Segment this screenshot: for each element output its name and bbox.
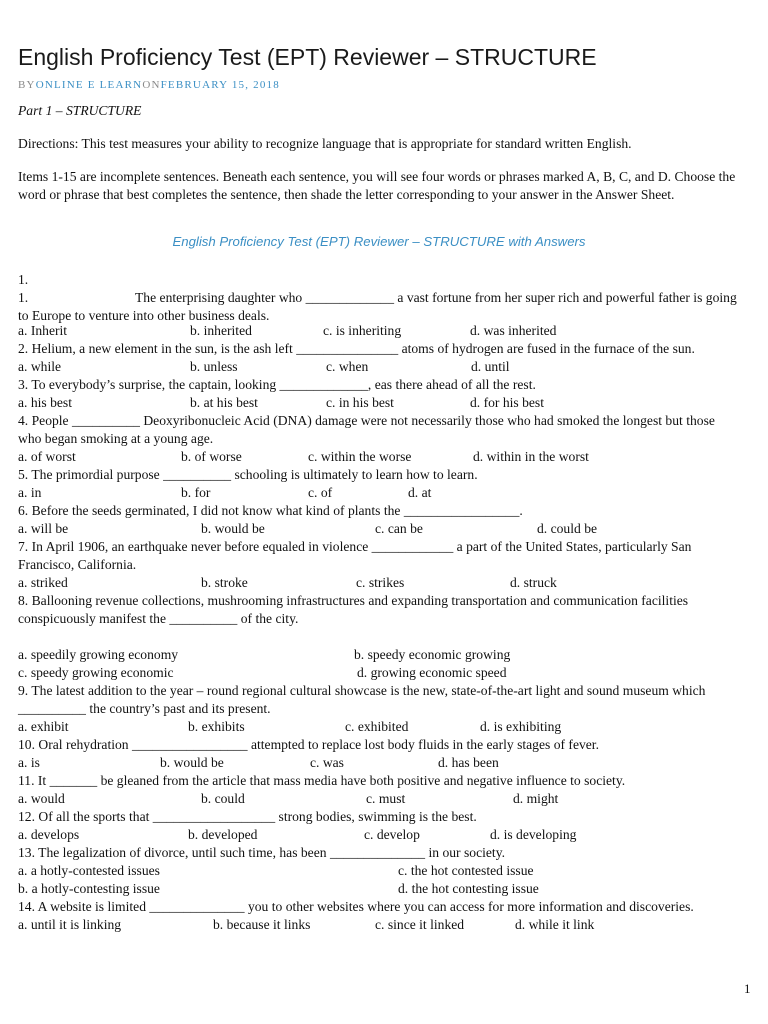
choice: c. strikes	[356, 575, 405, 590]
choice: b. for	[181, 485, 211, 500]
choice: d. within in the worst	[473, 449, 589, 464]
choice: c. when	[326, 359, 369, 374]
choices-row	[18, 322, 740, 340]
choices-row	[18, 916, 740, 934]
question-1-text	[18, 289, 740, 325]
choice: c. the hot contested issue	[398, 863, 534, 878]
question-3-text: 3. To everybody’s surprise, the captain, looking _____________, eas there ahead of all the rest.	[18, 377, 536, 392]
byline-by: BY	[18, 79, 36, 91]
choice: c. in his best	[326, 395, 394, 410]
choice: c. speedy growing economic	[18, 665, 174, 680]
choices-row	[18, 358, 740, 376]
part-label: Part 1 – STRUCTURE	[18, 103, 142, 118]
choices-row	[18, 520, 740, 538]
choice: c. since it linked	[375, 917, 465, 932]
byline	[18, 79, 280, 91]
choice: b. unless	[190, 359, 238, 374]
choice: b. stroke	[201, 575, 248, 590]
question-4-text: 4. People __________ Deoxyribonucleic Acid (DNA) damage were not necessarily those who had smoked the longest but those who began smoking at a young age.	[18, 413, 715, 446]
choice: a. until it is linking	[18, 917, 122, 932]
choices-row	[18, 448, 740, 466]
choices-row	[18, 646, 740, 664]
choice: a. striked	[18, 575, 68, 590]
question-14-text: 14. A website is limited ______________ you to other websites where you can access for more information and discoveries.	[18, 899, 694, 914]
byline-on: ON	[142, 79, 161, 91]
section-subheading: English Proficiency Test (EPT) Reviewer – STRUCTURE with Answers	[172, 234, 586, 249]
choice: b. exhibits	[188, 719, 245, 734]
choice: b. of worse	[181, 449, 242, 464]
choice: a. is	[18, 755, 40, 770]
question-12-text: 12. Of all the sports that __________________ strong bodies, swimming is the best.	[18, 809, 477, 824]
choices-row	[18, 754, 740, 772]
choices-row	[18, 862, 740, 880]
choice: d. until	[471, 359, 510, 374]
choice: d. might	[513, 791, 559, 806]
choice: c. can be	[375, 521, 423, 536]
choices-row	[18, 790, 740, 808]
choice: a. a hotly-contested issues	[18, 863, 160, 878]
question-9-text: 9. The latest addition to the year – round regional cultural showcase is the new, state-of-the-art light and sound museum which __________ the country’s past and its present.	[18, 683, 706, 716]
choice: a. Inherit	[18, 323, 68, 338]
list-number: 1.	[18, 272, 29, 287]
choice: b. would be	[160, 755, 224, 770]
choice: b. could	[201, 791, 245, 806]
page-number: 1	[744, 981, 751, 996]
choice: a. of worst	[18, 449, 76, 464]
choices-row	[18, 718, 740, 736]
question-8-text: 8. Ballooning revenue collections, mushrooming infrastructures and expanding transportation and communication facilities conspicuously manifest the __________ of the city.	[18, 593, 689, 626]
choice: a. exhibit	[18, 719, 69, 734]
choice: a. while	[18, 359, 62, 374]
question-10-text: 10. Oral rehydration _________________ attempted to replace lost body fluids in the early stages of fever.	[18, 737, 599, 752]
choice: a. would	[18, 791, 65, 806]
choice: c. exhibited	[345, 719, 409, 734]
choices-row	[18, 394, 740, 412]
directions-text: Directions: This test measures your ability to recognize language that is appropriate for standard written English.	[18, 136, 632, 151]
choice: d. the hot contesting issue	[398, 881, 539, 896]
choice: a. his best	[18, 395, 72, 410]
question-11-text: 11. It _______ be gleaned from the article that mass media have both positive and negative influence to society.	[18, 773, 626, 788]
choice: a. speedily growing economy	[18, 647, 179, 662]
choice: b. inherited	[190, 323, 252, 338]
choices-row	[18, 484, 740, 502]
choice: d. has been	[438, 755, 499, 770]
choice: b. a hotly-contesting issue	[18, 881, 160, 896]
choice: b. would be	[201, 521, 265, 536]
question-list	[18, 322, 740, 934]
choice: c. was	[310, 755, 344, 770]
choice: a. in	[18, 485, 42, 500]
choice: b. developed	[188, 827, 258, 842]
choices-row	[18, 826, 740, 844]
choice: b. because it links	[213, 917, 311, 932]
choice: b. at his best	[190, 395, 258, 410]
question-text: The enterprising daughter who _____________ a vast fortune from her super rich and powerful father is going to Europe to venture into other business deals.	[18, 290, 737, 323]
choice: c. of	[308, 485, 333, 500]
choices-row	[18, 664, 740, 682]
question-6-text: 6. Before the seeds germinated, I did not know what kind of plants the _________________.	[18, 503, 523, 518]
choice: d. is exhibiting	[480, 719, 562, 734]
date-link[interactable]: FEBRUARY 15, 2018	[160, 79, 280, 91]
question-13-text: 13. The legalization of divorce, until such time, has been ______________ in our society.	[18, 845, 506, 860]
choice: c. within the worse	[308, 449, 412, 464]
question-5-text: 5. The primordial purpose __________ schooling is ultimately to learn how to learn.	[18, 467, 478, 482]
choices-row	[18, 880, 740, 898]
author-link[interactable]: ONLINE E LEARN	[35, 79, 143, 91]
choice: a. develops	[18, 827, 80, 842]
choice: c. develop	[364, 827, 420, 842]
choice: c. must	[366, 791, 406, 806]
choice: d. struck	[510, 575, 557, 590]
choice: d. is developing	[490, 827, 577, 842]
choices-row	[18, 574, 740, 592]
question-2-text: 2. Helium, a new element in the sun, is the ash left _______________ atoms of hydrogen are fused in the furnace of the sun.	[18, 341, 695, 356]
choice: c. is inheriting	[323, 323, 402, 338]
choice: d. at	[408, 485, 432, 500]
list-number: 1.	[18, 290, 29, 305]
choice: d. could be	[537, 521, 598, 536]
choice: d. growing economic speed	[357, 665, 507, 680]
choice: d. was inherited	[470, 323, 557, 338]
page-title: English Proficiency Test (EPT) Reviewer – STRUCTURE	[18, 44, 597, 70]
question-7-text: 7. In April 1906, an earthquake never before equaled in violence ____________ a part of the United States, particularly San Francisco, California.	[18, 539, 692, 572]
choice: b. speedy economic growing	[354, 647, 511, 662]
choice: d. while it link	[515, 917, 595, 932]
spacer	[18, 628, 740, 646]
choice: a. will be	[18, 521, 69, 536]
choice: d. for his best	[470, 395, 545, 410]
items-intro-text: Items 1-15 are incomplete sentences. Beneath each sentence, you will see four words or phrases marked A, B, C, and D. Choose the word or phrase that best completes the sentence, then shade the letter corresponding to your answer in the Answer Sheet.	[18, 169, 736, 202]
